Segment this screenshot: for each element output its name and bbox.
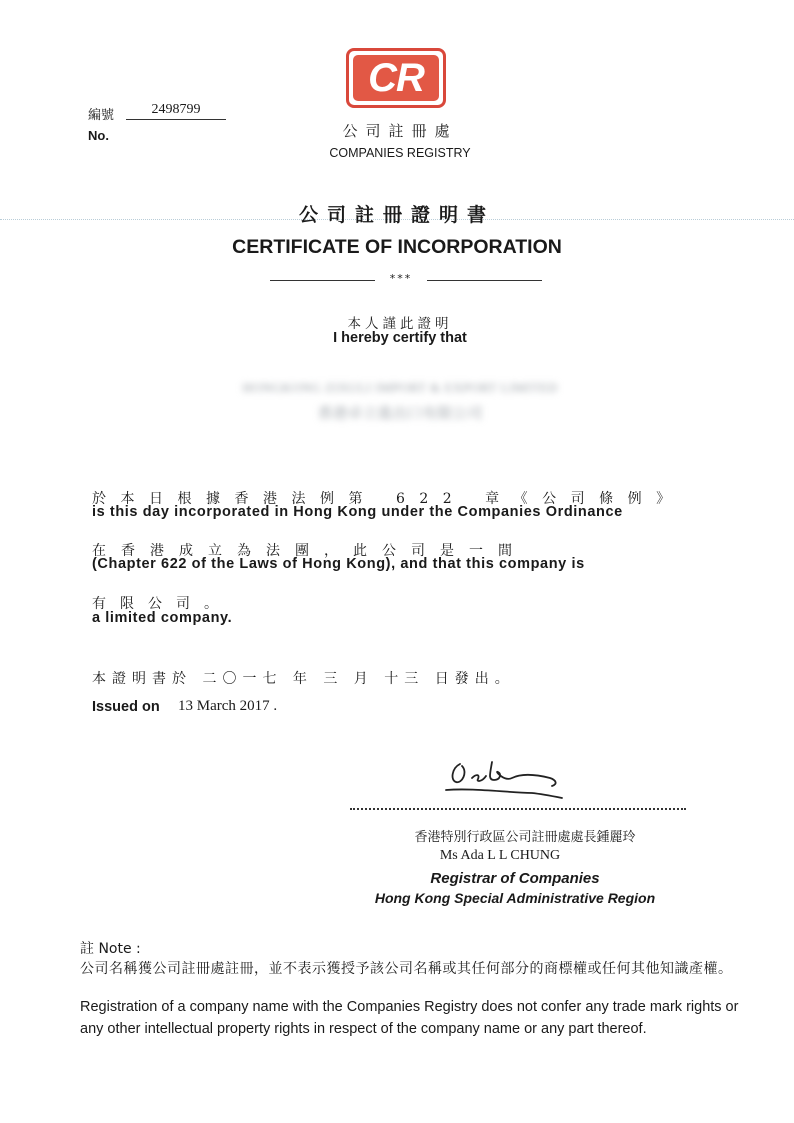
- body-line2-en: (Chapter 622 of the Laws of Hong Kong), and that this company is: [92, 556, 585, 572]
- registry-name-en: COMPANIES REGISTRY: [329, 146, 471, 160]
- title-stars: ***: [389, 272, 413, 285]
- certificate-number: 2498799: [126, 102, 226, 120]
- logo-text: CR: [353, 55, 439, 101]
- body-line1-zh: 於本日根據香港法例第 622 章《公司條例》: [92, 491, 685, 507]
- signature-line: [350, 808, 686, 810]
- title-rule-left: [270, 280, 375, 281]
- registrar-title-zh: 香港特別行政區公司註冊處處長鍾麗玲: [414, 830, 636, 845]
- note-text-en: Registration of a company name with the Companies Registry does not confer any trade mark rights or any other intellectual property rights in respect of the company name or any part thereof.: [80, 999, 739, 1037]
- certificate-title-en: CERTIFICATE OF INCORPORATION: [232, 236, 562, 258]
- body-line3-zh: 有限公司。: [92, 596, 232, 612]
- company-name-zh: 香港卓立進出口有限公司: [317, 404, 483, 422]
- certificate-title-zh: 公司註冊證明書: [298, 204, 495, 226]
- number-label-en: No.: [88, 128, 109, 143]
- body-line3-en: a limited company.: [92, 610, 233, 626]
- title-rule-right: [427, 280, 542, 281]
- certify-en: I hereby certify that: [333, 330, 467, 346]
- company-name-en: HONGKONG ZIXULI IMPORT & EXPORT LIMITED: [242, 380, 558, 395]
- registrar-signature: [432, 752, 572, 802]
- note-text-zh: 公司名稱獲公司註冊處註冊，並不表示獲授予該公司名稱或其任何部分的商標權或任何其他知識產權。: [80, 961, 733, 977]
- registrar-region: Hong Kong Special Administrative Region: [374, 890, 656, 906]
- companies-registry-logo: [346, 48, 446, 108]
- issued-date-en: 13 March 2017 .: [178, 698, 278, 714]
- note-label: 註 Note :: [80, 941, 141, 957]
- registrar-name: Ms Ada L L CHUNG: [439, 848, 561, 863]
- issued-date-zh: 本證明書於 二〇一七 年 三 月 十三 日發出。: [92, 671, 515, 687]
- certify-zh: 本人謹此證明: [347, 316, 453, 332]
- registry-name-zh: 公司註冊處: [342, 122, 458, 140]
- number-label-zh: 編號: [88, 108, 115, 123]
- registrar-title-en: Registrar of Companies: [430, 870, 600, 887]
- body-line1-en: is this day incorporated in Hong Kong under the Companies Ordinance: [92, 504, 623, 520]
- issued-label-en: Issued on: [92, 699, 160, 715]
- body-line2-zh: 在香港成立為法團，此公司是一間: [92, 543, 527, 559]
